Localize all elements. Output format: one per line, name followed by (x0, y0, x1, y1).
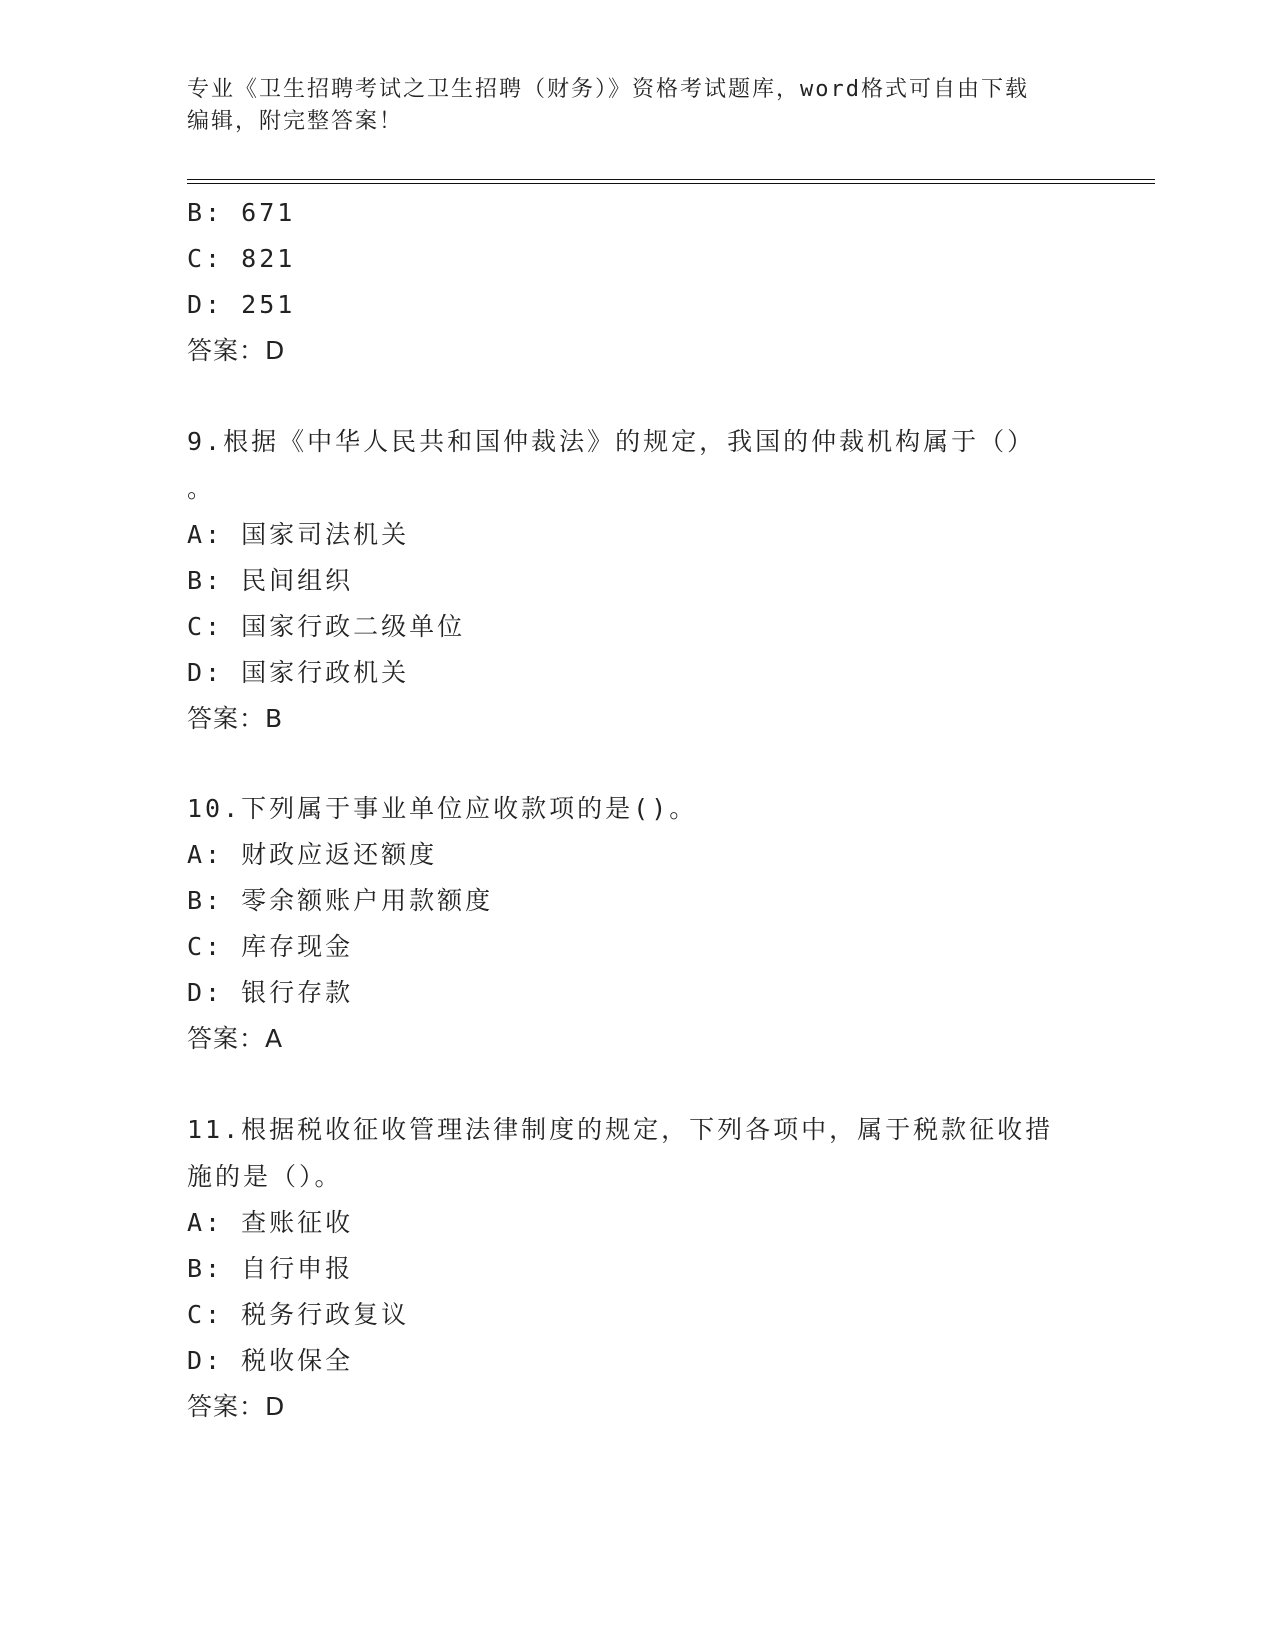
option-d: D: 税收保全 (187, 1346, 354, 1375)
question-11 (187, 1106, 1087, 1430)
option-b: B: 零余额账户用款额度 (187, 886, 494, 915)
option-d: D: 银行存款 (187, 978, 354, 1007)
option-c: C: 821 (187, 244, 296, 273)
option-c: C: 国家行政二级单位 (187, 612, 466, 641)
option-b: B: 671 (187, 198, 296, 227)
header-line-1: 专业《卫生招聘考试之卫生招聘（财务）》资格考试题库，word格式可自由下载 (187, 77, 1029, 102)
question-list (187, 190, 1087, 1430)
answer-line: 答案：D (187, 336, 286, 365)
option-c: C: 税务行政复议 (187, 1300, 410, 1329)
option-b: B: 自行申报 (187, 1254, 354, 1283)
header-line-2: 编辑，附完整答案！ (187, 109, 404, 134)
option-a: A: 国家司法机关 (187, 520, 410, 549)
option-a: A: 查账征收 (187, 1208, 354, 1237)
question-9 (187, 418, 1087, 742)
header-divider (187, 179, 1155, 184)
question-text: 9.根据《中华人民共和国仲裁法》的规定，我国的仲裁机构属于（） (187, 427, 1036, 456)
answer-line: 答案：A (187, 1024, 284, 1053)
answer-line: 答案：D (187, 1392, 286, 1421)
question-10 (187, 786, 1087, 1062)
prev-question-block (187, 190, 1087, 374)
question-text: 10.下列属于事业单位应收款项的是()。 (187, 794, 698, 823)
option-d: D: 国家行政机关 (187, 658, 410, 687)
option-b: B: 民间组织 (187, 566, 354, 595)
option-c: C: 库存现金 (187, 932, 354, 961)
option-a: A: 财政应返还额度 (187, 840, 438, 869)
question-text-continued: 。 (187, 474, 216, 503)
question-text-continued: 施的是（）。 (187, 1162, 343, 1191)
question-text: 11.根据税收征收管理法律制度的规定，下列各项中，属于税款征收措 (187, 1115, 1054, 1144)
answer-line: 答案：B (187, 704, 284, 733)
option-d: D: 251 (187, 290, 296, 319)
document-header (187, 74, 1067, 138)
